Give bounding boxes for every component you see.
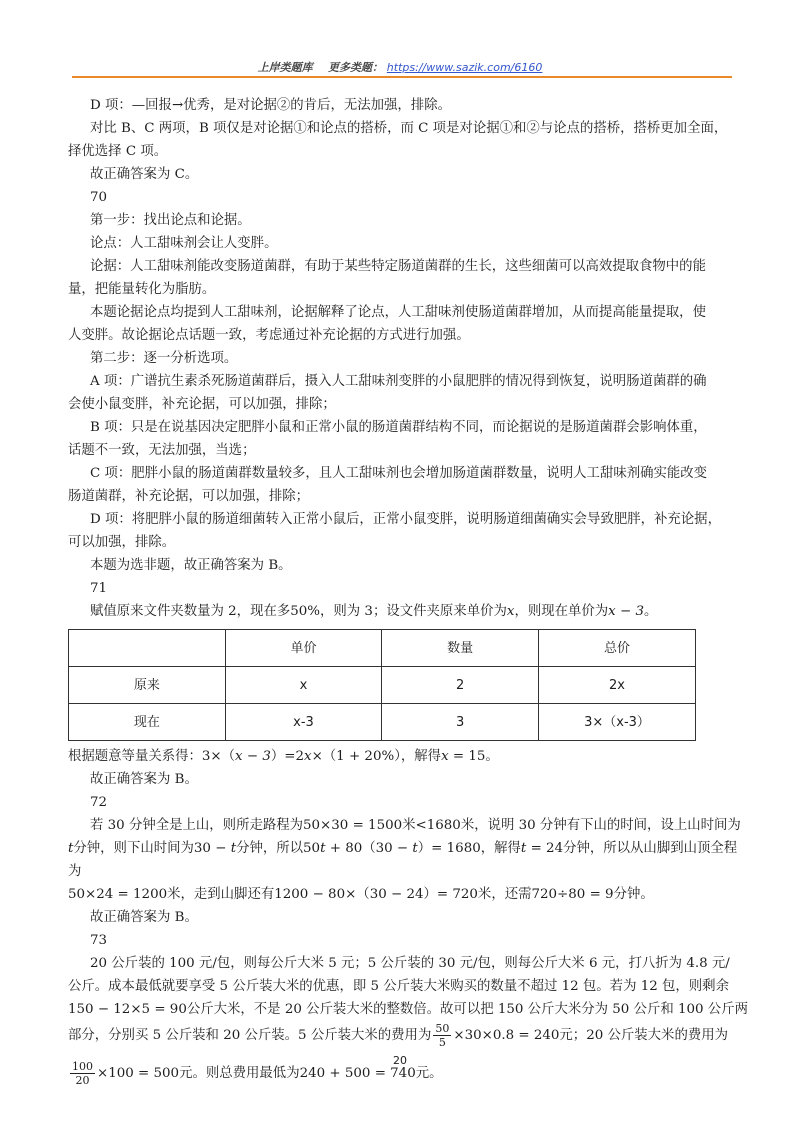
text-line: 论点：人工甜味剂会让人变胖。 [90,236,278,251]
text-line: 对比 B、C 两项，B 项仅是对论据①和论点的搭桥，而 C 项是对论据①和②与论点的搭桥，搭桥更加全面， [90,121,728,136]
text-line: 会使小鼠变胖，补充论据，可以加强，排除； [68,397,336,412]
text-line: 50×24 = 1200米，走到山脚还有1200 − 80×（30 − 24）= 720米，还需720÷80 = 9分钟。 [68,887,654,902]
header-label: 更多类题： [327,61,383,74]
table-cell: 现在 [69,704,226,741]
text-line: 第一步：找出论点和论据。 [90,213,251,228]
text-line: 150 − 12×5 = 90公斤大米，不是 20 公斤装大米的整数倍。故可以把 150 公斤大米分为 50 公斤和 100 公斤两 [68,1002,748,1017]
text-line: 可以加强，排除。 [68,535,176,550]
question-number: 71 [90,581,108,596]
text-line: 本题为选非题，故正确答案为 B。 [90,558,292,573]
document-body [68,94,750,1089]
table-row [69,704,696,741]
table-cell: 3×（x-3） [539,704,696,741]
text-line: A 项：广谱抗生素杀死肠道菌群后，摄入人工甜味剂变胖的小鼠肥胖的情况得到恢复，说明肠道菌群的确 [90,374,707,389]
price-table [68,629,696,741]
page-header [0,59,800,75]
text-line: 故正确答案为 B。 [90,772,198,787]
table-cell: x-3 [225,704,382,741]
text-line: 部分，分别买 5 公斤装和 20 公斤装。5 公斤装大米的费用为 $\frac{50}{5}$ ×30×0.8 = 240元；20 公斤装大米的费用为 [68,1022,729,1049]
text-line: 第二步：逐一分析选项。 [90,351,238,366]
table-cell: 原来 [69,667,226,704]
table-header-cell: 单价 [225,630,382,667]
table-cell: x [225,667,382,704]
text-line: 话题不一致，无法加强，当选； [68,443,256,458]
fraction: $\frac{100}{20}$ [72,1060,93,1087]
text-line: D 项：—回报→优秀，是对论据②的肯后，无法加强，排除。 [90,98,451,113]
text-line: C 项：肥胖小鼠的肠道菌群数量较多，且人工甜味剂也会增加肠道菌群数量，说明人工甜味剂确实能改变 [90,466,708,481]
text-line: D 项：将肥胖小鼠的肠道细菌转入正常小鼠后，正常小鼠变胖，说明肠道细菌确实会导致肥胖，补充论据， [90,512,721,527]
table-header-cell: 数量 [382,630,539,667]
text-line: 人变胖。故论据论点话题一致，考虑通过补充论据的方式进行加强。 [68,328,470,343]
table-row [69,667,696,704]
text-line: 论据：人工甜味剂能改变肠道菌群，有助于某些特定肠道菌群的生长，这些细菌可以高效提取食物中的能 [90,259,706,274]
text-line: B 项：只是在说基因决定肥胖小鼠和正常小鼠的肠道菌群结构不同，而论据说的是肠道菌群会影响体重， [90,420,707,435]
text-line: 本题论据论点均提到人工甜味剂，论据解释了论点，人工甜味剂使肠道菌群增加，从而提高能量提取，使 [90,305,706,320]
table-header-cell [69,630,226,667]
table-cell: 2x [539,667,696,704]
text-line: 量，把能量转化为脂肪。 [68,282,216,297]
header-url-link[interactable]: https://www.sazik.com/6160 [386,61,543,74]
question-number: 72 [90,795,108,810]
question-number: 70 [90,190,108,205]
text-line: 若 30 分钟全是上山，则所走路程为50×30 = 1500米<1680米，说明 30 分钟有下山的时间，设上山时间为 [90,818,741,833]
page-number: 20 [393,1054,407,1067]
text-line: 肠道菌群，补充论据，可以加强，排除； [68,489,310,504]
text-line: 20 公斤装的 100 元/包，则每公斤大米 5 元；5 公斤装的 30 元/包，则每公斤大米 6 元，打八折为 4.8 元/ [90,956,730,971]
text-line: 根据题意等量关系得：3×（x − 3）=2x×（1 + 20%），解得x = 15。 [68,749,499,764]
table-cell: 2 [382,667,539,704]
header-divider [72,76,732,78]
question-number: 73 [90,933,108,948]
text-line: t分钟，则下山时间为30 − t分钟，所以50t + 80（30 − t）= 1680，解得t = 24分钟，所以从山脚到山顶全程为 [68,841,738,879]
text-line: 择优选择 C 项。 [68,144,168,159]
text-line: 故正确答案为 C。 [90,167,199,182]
text-line: 故正确答案为 B。 [90,910,198,925]
text-line: 公斤。成本最低就要享受 5 公斤装大米的优惠，即 5 公斤装大米购买的数量不超过 12 包。若为 12 包，则剩余 [68,979,729,994]
text-line: 赋值原来文件夹数量为 2，现在多50%，则为 3；设文件夹原来单价为x，则现在单价为x − 3。 [90,604,658,619]
table-header-cell: 总价 [539,630,696,667]
fraction: $\frac{50}{5}$ [435,1022,450,1049]
header-site-name: 上岸类题库 [257,61,313,74]
text-line: $\frac{100}{20}$ ×100 = 500元。则总费用最低为240 + 500 = 740元。 [72,1060,443,1087]
table-cell: 3 [382,704,539,741]
table-header-row [69,630,696,667]
